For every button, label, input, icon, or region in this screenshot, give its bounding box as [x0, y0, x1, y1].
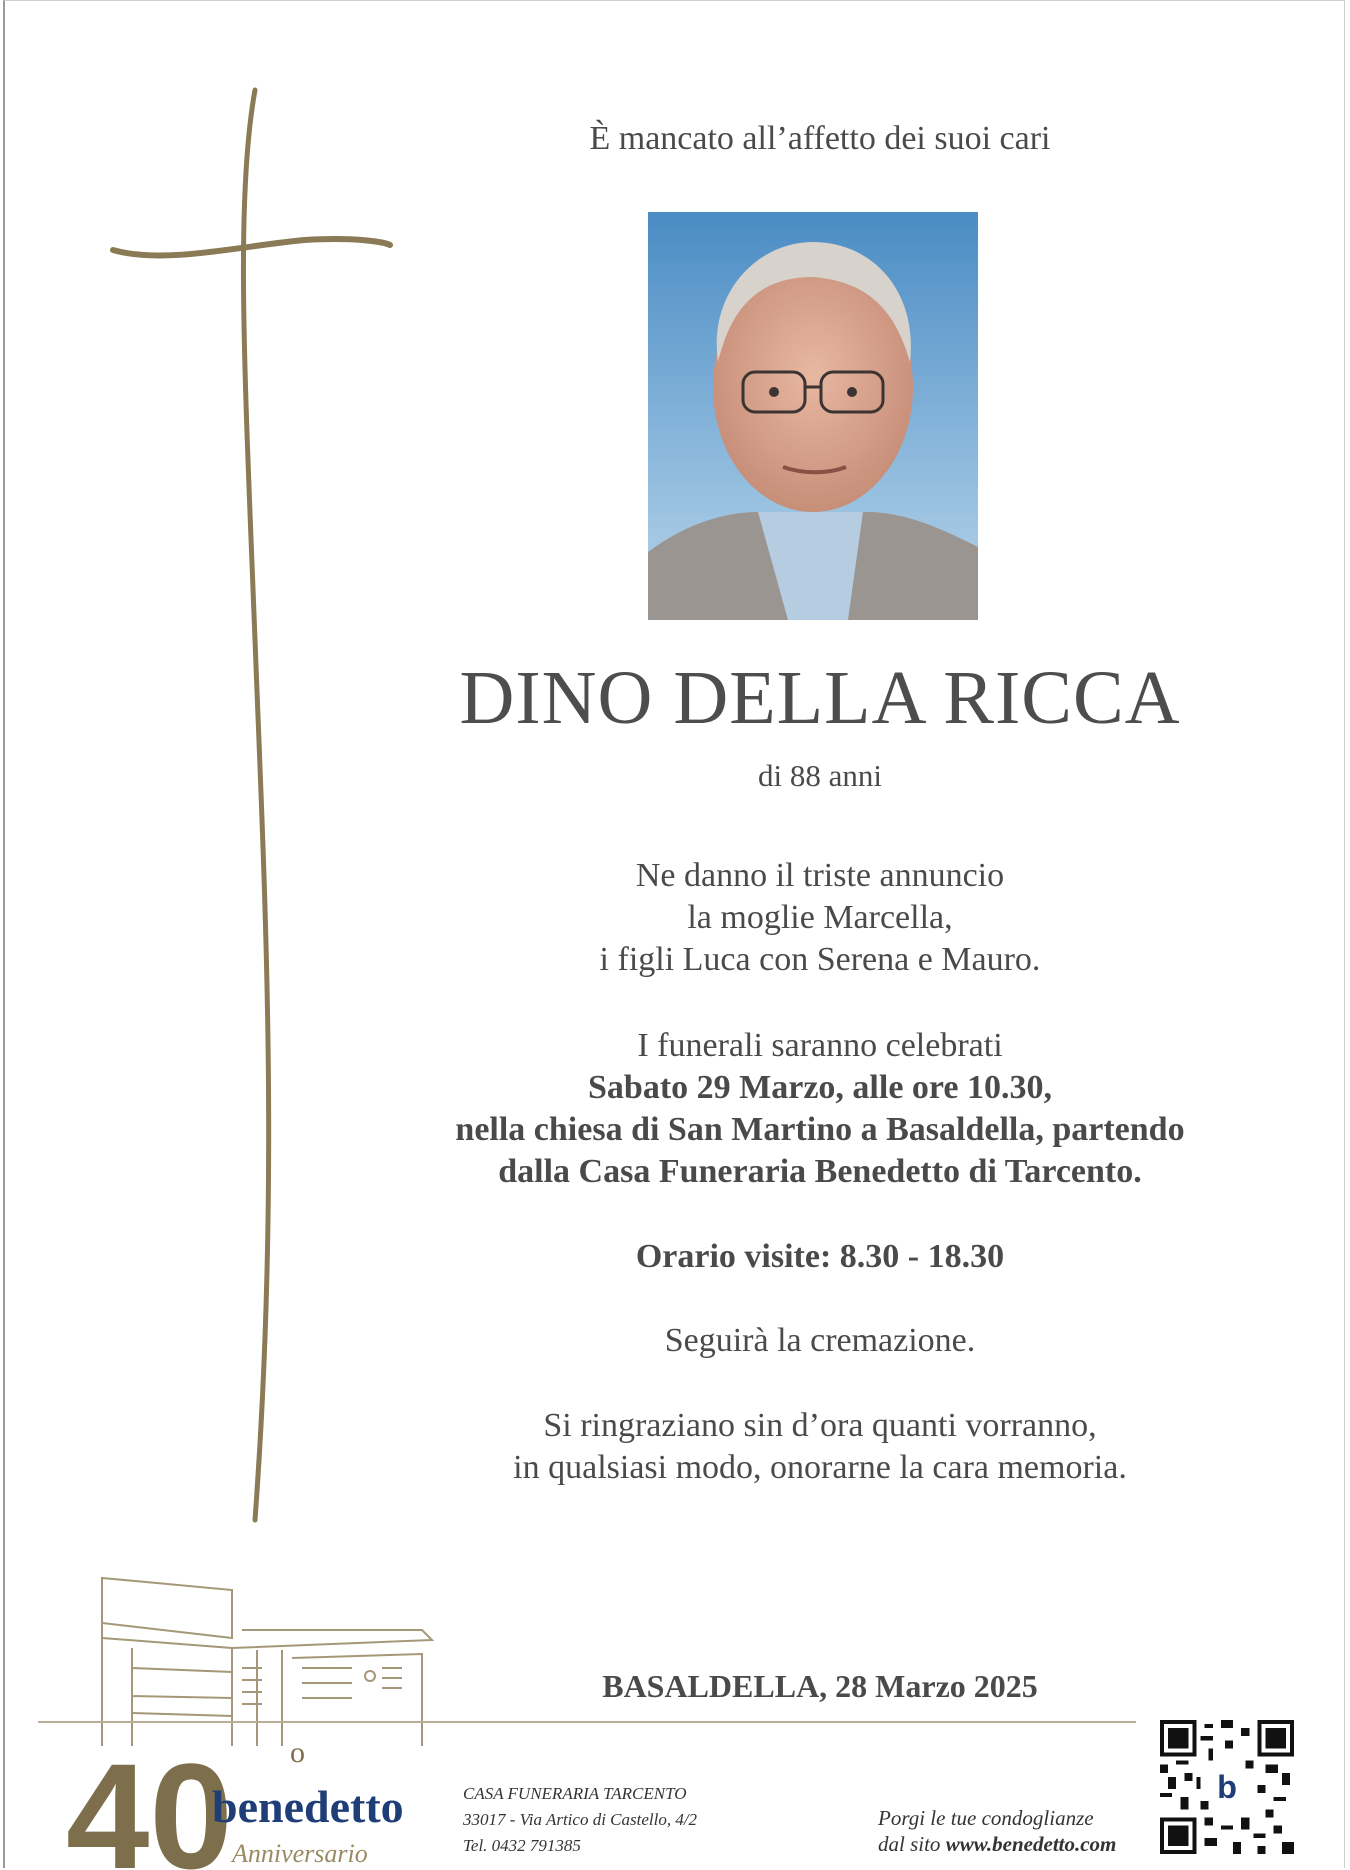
cross-icon [105, 80, 395, 1530]
thanks-line: Si ringraziano sin d’ora quanti vorranno, [543, 1407, 1097, 1444]
funeral-departure: dalla Casa Funeraria Benedetto di Tarcento. [498, 1153, 1142, 1190]
thanks-message [400, 1405, 1240, 1489]
funeral-location: nella chiesa di San Martino a Basaldella, partendo [455, 1111, 1185, 1148]
funeral-info [400, 1025, 1240, 1193]
announcement-line: la moglie Marcella, [687, 899, 953, 936]
intro-text: È mancato all’affetto dei suoi cari [589, 120, 1051, 157]
condolences-note [878, 1805, 1116, 1857]
svg-text:b: b [1217, 1768, 1237, 1805]
funeral-date: Sabato 29 Marzo, alle ore 10.30, [588, 1069, 1052, 1106]
deceased-name: DINO DELLA RICCA [459, 656, 1181, 740]
svg-text:40: 40 [66, 1732, 233, 1870]
thanks-line: in qualsiasi modo, onorarne la cara memoria. [513, 1449, 1127, 1486]
qr-code[interactable] [1160, 1720, 1294, 1854]
deceased-age: di 88 anni [758, 758, 882, 793]
funeral-intro: I funerali saranno celebrati [637, 1027, 1003, 1064]
funeral-home-name: CASA FUNERARIA TARCENTO [463, 1784, 687, 1803]
condolences-line: dal sito www.benedetto.com [878, 1832, 1117, 1856]
condolences-line: Porgi le tue condoglianze [878, 1806, 1094, 1830]
svg-text:o: o [290, 1736, 305, 1769]
portrait-photo [648, 212, 978, 620]
place-date: BASALDELLA, 28 Marzo 2025 [602, 1668, 1038, 1704]
announcement-line: i figli Luca con Serena e Mauro. [599, 941, 1041, 978]
funeral-home-info [463, 1781, 697, 1859]
svg-text:Anniversario: Anniversario [232, 1839, 368, 1868]
svg-text:benedetto: benedetto [212, 1781, 404, 1832]
visiting-hours: Orario visite: 8.30 - 18.30 [635, 1238, 1005, 1275]
condolences-website-link[interactable]: www.benedetto.com [945, 1832, 1117, 1856]
funeral-home-phone: Tel. 0432 791385 [463, 1836, 581, 1855]
benedetto-40-anniversary-logo [64, 1722, 424, 1870]
building-illustration [92, 1568, 442, 1746]
announcement-line: Ne danno il triste annuncio [635, 857, 1005, 894]
cremation-note: Seguirà la cremazione. [664, 1322, 976, 1359]
announcement [400, 855, 1240, 981]
funeral-home-address: 33017 - Via Artico di Castello, 4/2 [463, 1810, 698, 1829]
